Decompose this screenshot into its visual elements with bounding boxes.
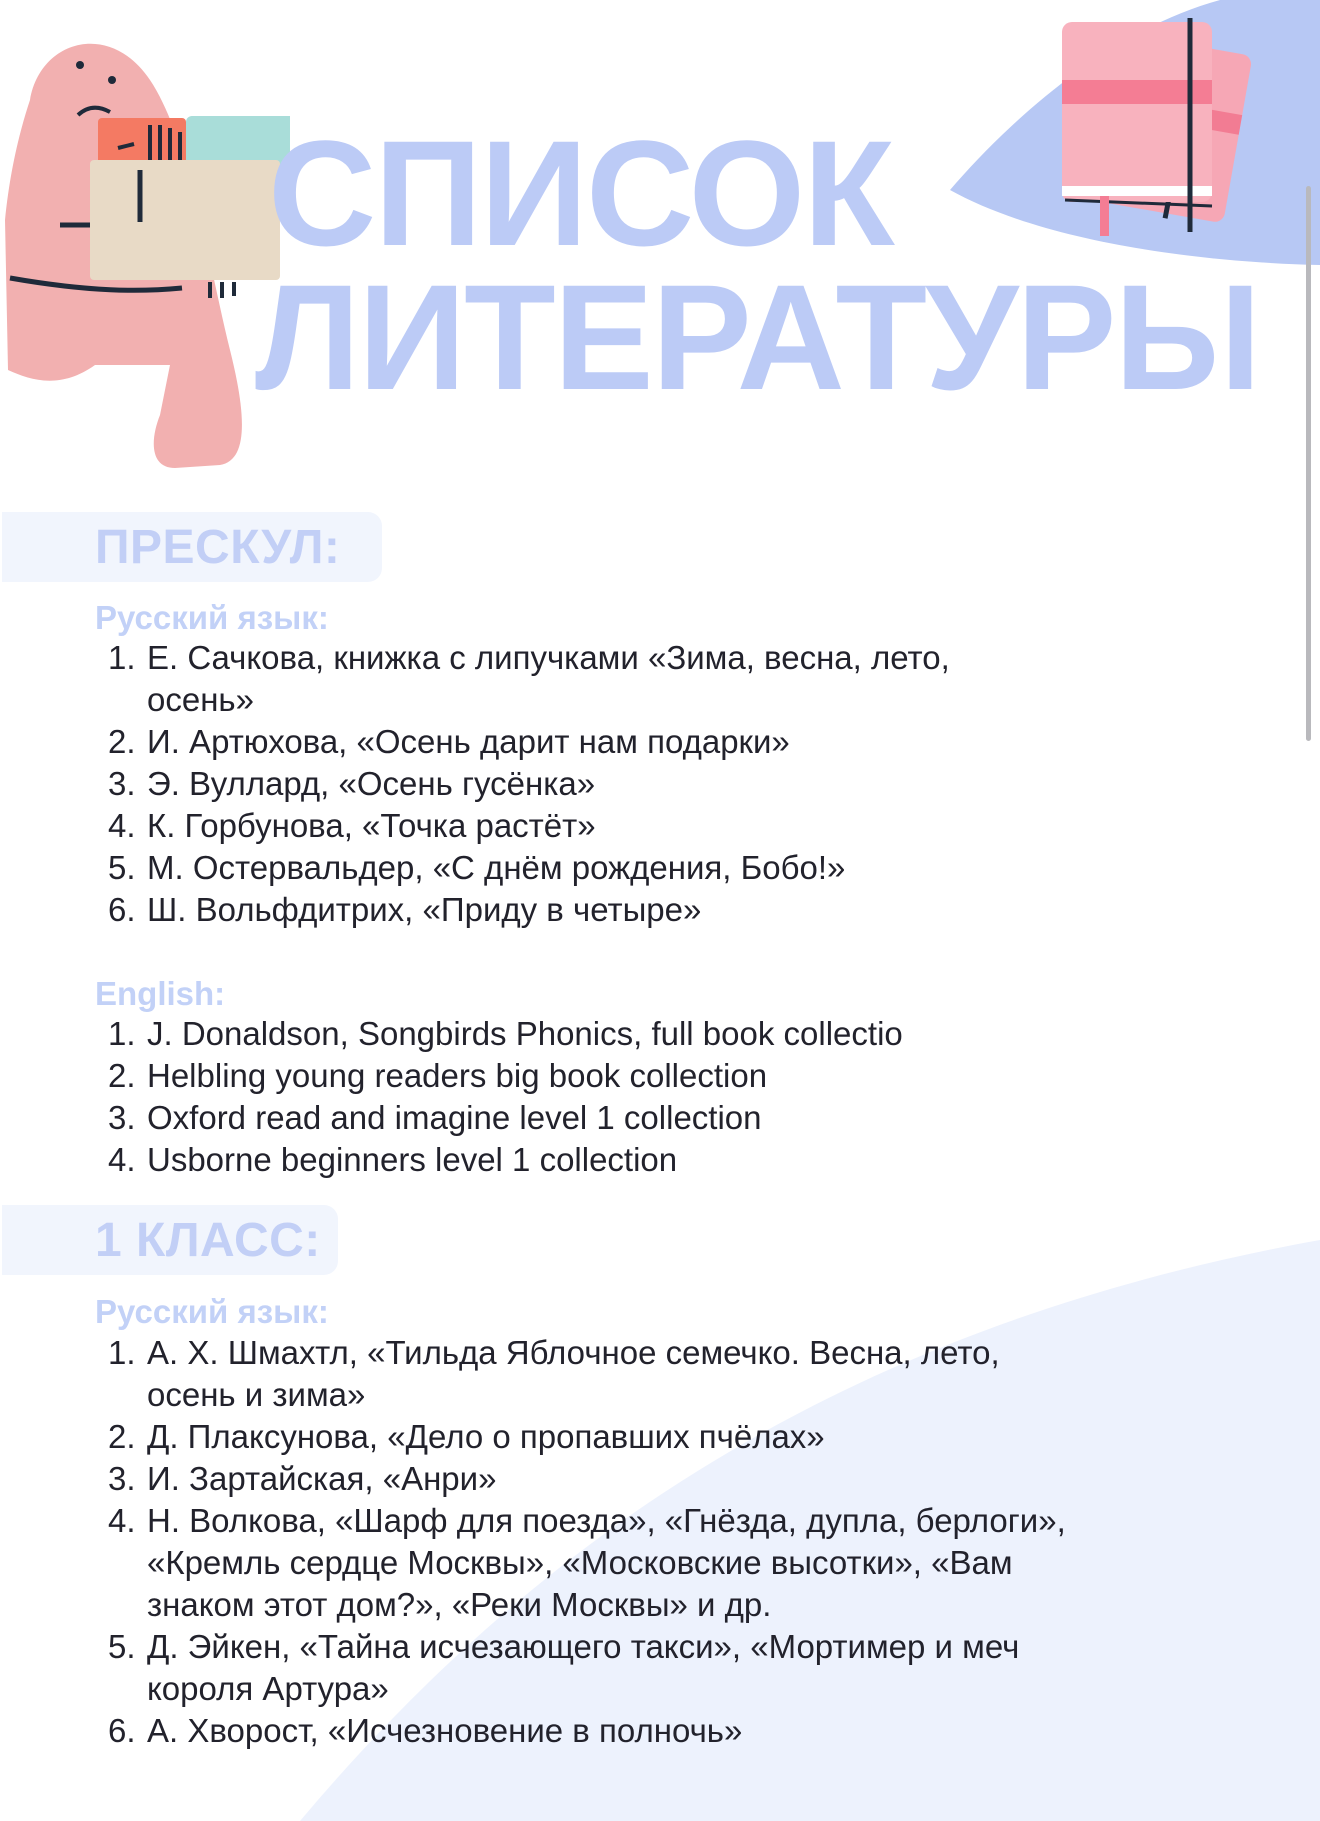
list-item: 4. Usborne beginners level 1 collection <box>108 1141 678 1178</box>
list-item: 2. Helbling young readers big book collection <box>108 1057 768 1094</box>
subheading-russian-grade1: Русский язык: <box>95 1293 329 1330</box>
list-item: 4. К. Горбунова, «Точка растёт» <box>108 807 596 844</box>
subheading-english-preschool: English: <box>95 975 226 1012</box>
list-item: 3. Oxford read and imagine level 1 collection <box>108 1099 762 1136</box>
book-list-english-preschool <box>0 1013 1240 1181</box>
page-title-line2: ЛИТЕРАТУРЫ <box>255 253 1260 421</box>
subheading-russian-preschool: Русский язык: <box>95 599 329 636</box>
vertical-scrollbar[interactable] <box>1306 186 1311 741</box>
list-item: 2. Д. Плаксунова, «Дело о пропавших пчёлах» <box>108 1418 825 1455</box>
list-item: 1. А. Х. Шмахтл, «Тильда Яблочное семечко. Весна, лето, осень и зима» <box>108 1334 1000 1413</box>
list-item: 3. Э. Вуллард, «Осень гусёнка» <box>108 765 596 802</box>
stacked-notebooks-illustration <box>950 0 1320 270</box>
list-item: 6. Ш. Вольфдитрих, «Приду в четыре» <box>108 891 702 928</box>
list-item: 1. J. Donaldson, Songbirds Phonics, full book collectio <box>108 1015 903 1052</box>
page-title-line1: СПИСОК <box>268 109 893 277</box>
list-item: 5. М. Остервальдер, «С днём рождения, Бобо!» <box>108 849 846 886</box>
section-heading-text: 1 КЛАСС: <box>95 1214 321 1267</box>
list-item: 6. А. Хворост, «Исчезновение в полночь» <box>108 1712 743 1749</box>
book-list-russian-grade1 <box>0 1332 1240 1752</box>
list-item: 2. И. Артюхова, «Осень дарит нам подарки» <box>108 723 790 760</box>
list-item: 3. И. Зартайская, «Анри» <box>108 1460 497 1497</box>
book-list-russian-preschool <box>0 637 1240 931</box>
list-item: 4. Н. Волкова, «Шарф для поезда», «Гнёзда, дупла, берлоги», «Кремль сердце Москвы», «Московские высотки», «Вам знаком этот дом?», «Реки Москвы» и др. <box>108 1502 1066 1623</box>
list-item: 1. Е. Сачкова, книжка с липучками «Зима, весна, лето, осень» <box>108 639 950 718</box>
section-heading-preschool <box>2 512 382 582</box>
list-item: 5. Д. Эйкен, «Тайна исчезающего такси», «Мортимер и меч короля Артура» <box>108 1628 1020 1707</box>
section-heading-grade1 <box>2 1205 338 1275</box>
section-heading-text: ПРЕСКУЛ: <box>95 521 341 574</box>
